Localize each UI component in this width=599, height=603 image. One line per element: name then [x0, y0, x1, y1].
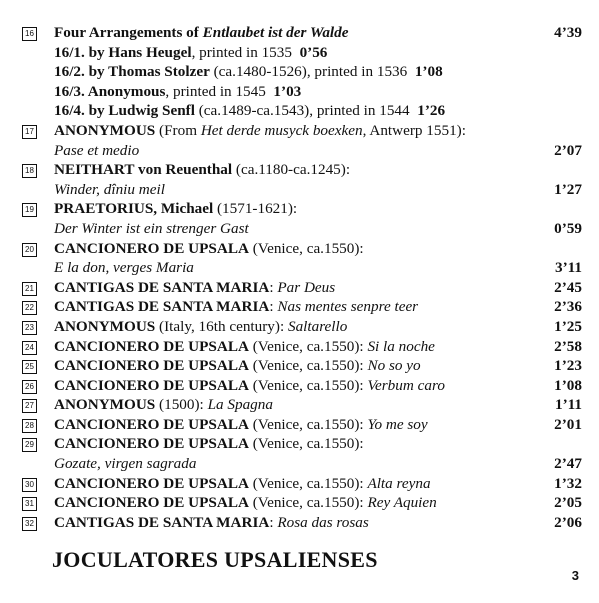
track-number-box: 21 — [22, 282, 37, 296]
track-duration: 1’32 — [554, 474, 582, 492]
track-line — [22, 141, 582, 161]
track-entry — [22, 199, 582, 238]
detail-text: : — [269, 278, 278, 296]
track-line — [22, 454, 582, 474]
track-entry — [22, 23, 582, 121]
composer-text: CANCIONERO DE UPSALA — [54, 357, 249, 375]
detail-text: (ca.1480-1526), printed in 1536 — [209, 63, 408, 81]
track-line — [22, 513, 582, 533]
track-number-box: 25 — [22, 360, 37, 374]
composer-text: CANCIONERO DE UPSALA — [54, 494, 249, 512]
track-number-box: 30 — [22, 478, 37, 492]
track-line — [22, 376, 582, 396]
detail-text: (ca.1489-ca.1543), printed in 1544 — [194, 102, 410, 120]
track-number-box: 29 — [22, 438, 37, 452]
composer-text: CANTIGAS DE SANTA MARIA — [54, 513, 270, 531]
track-line — [22, 199, 582, 219]
piece-title: Verbum caro — [367, 376, 445, 394]
track-entry — [22, 395, 582, 415]
composer-text: 1’08 — [407, 63, 443, 81]
track-duration: 0’59 — [554, 219, 582, 237]
track-number-box: 24 — [22, 341, 37, 355]
detail-text: (Venice, ca.1550): — [248, 435, 364, 453]
detail-text: (Venice, ca.1550): — [248, 337, 368, 355]
track-duration: 2’05 — [554, 494, 582, 512]
track-entry — [22, 376, 582, 396]
track-line — [22, 395, 582, 415]
page-number: 3 — [571, 568, 579, 583]
track-number-box: 18 — [22, 164, 37, 178]
composer-text: CANTIGAS DE SANTA MARIA — [54, 278, 270, 296]
piece-title: Si la noche — [367, 337, 435, 355]
piece-title: E la don, verges Maria — [54, 259, 194, 277]
piece-title: Entlaubet ist der Walde — [202, 24, 349, 41]
track-entry — [22, 474, 582, 494]
piece-title: Der Winter ist ein strenger Gast — [54, 219, 249, 237]
track-number-box: 32 — [22, 517, 37, 531]
track-line — [22, 101, 582, 121]
track-line — [22, 493, 582, 513]
track-line — [22, 337, 582, 357]
piece-title: Gozate, virgen sagrada — [54, 455, 197, 473]
composer-text: NEITHART von Reuenthal — [54, 161, 233, 179]
track-line — [22, 239, 582, 259]
detail-text: (1500): — [155, 396, 208, 414]
composer-text: CANCIONERO DE UPSALA — [54, 474, 249, 492]
track-line — [22, 180, 582, 200]
track-duration: 1’25 — [554, 317, 582, 335]
composer-text: CANCIONERO DE UPSALA — [54, 239, 249, 257]
track-duration: 1’23 — [554, 357, 582, 375]
detail-text: (Venice, ca.1550): — [248, 239, 364, 257]
detail-text: (1571-1621): — [213, 200, 298, 218]
composer-text: 16/1. by Hans Heugel — [54, 43, 192, 61]
track-entry — [22, 317, 582, 337]
composer-text: CANCIONERO DE UPSALA — [54, 435, 249, 453]
composer-text: 1’03 — [265, 82, 302, 100]
composer-text: ANONYMOUS — [54, 121, 156, 139]
detail-text: (Venice, ca.1550): — [248, 494, 368, 512]
track-entry — [22, 337, 582, 357]
piece-title: Yo me soy — [367, 415, 428, 433]
detail-text: : — [269, 298, 278, 316]
track-duration: 4’39 — [554, 24, 582, 41]
track-duration: 2’36 — [554, 298, 582, 316]
detail-text: (Venice, ca.1550): — [248, 415, 368, 433]
track-number-box: 27 — [22, 399, 37, 413]
track-duration: 2’58 — [554, 337, 582, 355]
composer-text: 1’26 — [409, 102, 446, 120]
track-number-box: 28 — [22, 419, 37, 433]
track-line — [22, 434, 582, 454]
track-duration: 2’47 — [554, 455, 582, 473]
piece-title: Par Deus — [277, 278, 336, 296]
track-line — [22, 317, 582, 337]
track-number-box: 19 — [22, 203, 37, 217]
detail-text: (Venice, ca.1550): — [248, 357, 368, 375]
track-entry — [22, 121, 582, 160]
track-number-box: 31 — [22, 497, 37, 511]
piece-title: Het derde musyck boexken — [200, 121, 363, 139]
piece-title: Winder, dîniu meil — [54, 180, 165, 198]
composer-text: CANCIONERO DE UPSALA — [54, 337, 249, 355]
composer-text: 16/2. by Thomas Stolzer — [54, 63, 210, 81]
track-line — [22, 219, 582, 239]
detail-text: (ca.1180-ca.1245): — [232, 161, 351, 179]
track-entry — [22, 513, 582, 533]
piece-title: Alta reyna — [367, 474, 431, 492]
track-line — [22, 82, 582, 102]
track-number-box: 17 — [22, 125, 37, 139]
piece-title: Nas mentes senpre teer — [277, 298, 419, 316]
track-duration: 2’45 — [554, 278, 582, 296]
track-line — [22, 356, 582, 376]
composer-text: CANTIGAS DE SANTA MARIA — [54, 298, 270, 316]
track-duration: 3’11 — [554, 259, 582, 277]
detail-text: (Venice, ca.1550): — [248, 474, 368, 492]
composer-text: ANONYMOUS — [54, 317, 156, 335]
piece-title: Rosa das rosas — [277, 513, 369, 531]
track-line — [22, 258, 582, 278]
piece-title: Pase et medio — [54, 141, 140, 159]
composer-text: PRAETORIUS, Michael — [54, 200, 214, 218]
track-line — [22, 297, 582, 317]
detail-text: , printed in 1545 — [165, 82, 266, 100]
track-entry — [22, 415, 582, 435]
track-duration: 1’27 — [554, 180, 582, 198]
detail-text: : — [269, 513, 278, 531]
track-line — [22, 278, 582, 298]
detail-text: (From — [155, 121, 201, 139]
composer-text: CANCIONERO DE UPSALA — [54, 415, 249, 433]
track-entry — [22, 493, 582, 513]
piece-title: No so yo — [367, 357, 421, 375]
ensemble-name: JOCULATORES UPSALIENSES — [52, 547, 378, 572]
track-entry — [22, 278, 582, 298]
track-line — [22, 415, 582, 435]
track-duration: 2’07 — [554, 141, 582, 159]
track-line — [22, 43, 582, 63]
track-entry — [22, 434, 582, 473]
track-entry — [22, 160, 582, 199]
piece-title: La Spagna — [207, 396, 273, 414]
track-line — [22, 474, 582, 494]
track-duration: 2’06 — [554, 513, 582, 531]
track-duration: 1’11 — [554, 396, 582, 414]
track-line — [22, 23, 582, 43]
composer-text: 16/3. Anonymous — [54, 82, 166, 100]
detail-text: , printed in 1535 — [191, 43, 292, 61]
piece-title: Rey Aquien — [367, 494, 437, 512]
detail-text: (Italy, 16th century): — [155, 317, 288, 335]
track-line — [22, 121, 582, 141]
track-number-box: 20 — [22, 243, 37, 257]
piece-title: Saltarello — [287, 317, 348, 335]
track-entry — [22, 356, 582, 376]
track-duration: 1’08 — [554, 376, 582, 394]
track-line — [22, 62, 582, 82]
track-entry — [22, 239, 582, 278]
track-number-box: 23 — [22, 321, 37, 335]
detail-text: (Venice, ca.1550): — [248, 376, 368, 394]
detail-text: , Antwerp 1551): — [362, 121, 466, 139]
track-entry — [22, 297, 582, 317]
track-line — [22, 160, 582, 180]
composer-text: ANONYMOUS — [54, 396, 156, 414]
track-number-box: 26 — [22, 380, 37, 394]
composer-text: Four Arrangements of — [54, 24, 203, 41]
track-list — [22, 23, 582, 532]
track-duration: 2’01 — [554, 415, 582, 433]
composer-text: 0’56 — [291, 43, 328, 61]
track-number-box: 16 — [22, 27, 37, 41]
composer-text: CANCIONERO DE UPSALA — [54, 376, 249, 394]
composer-text: 16/4. by Ludwig Senfl — [54, 102, 195, 120]
track-number-box: 22 — [22, 301, 37, 315]
